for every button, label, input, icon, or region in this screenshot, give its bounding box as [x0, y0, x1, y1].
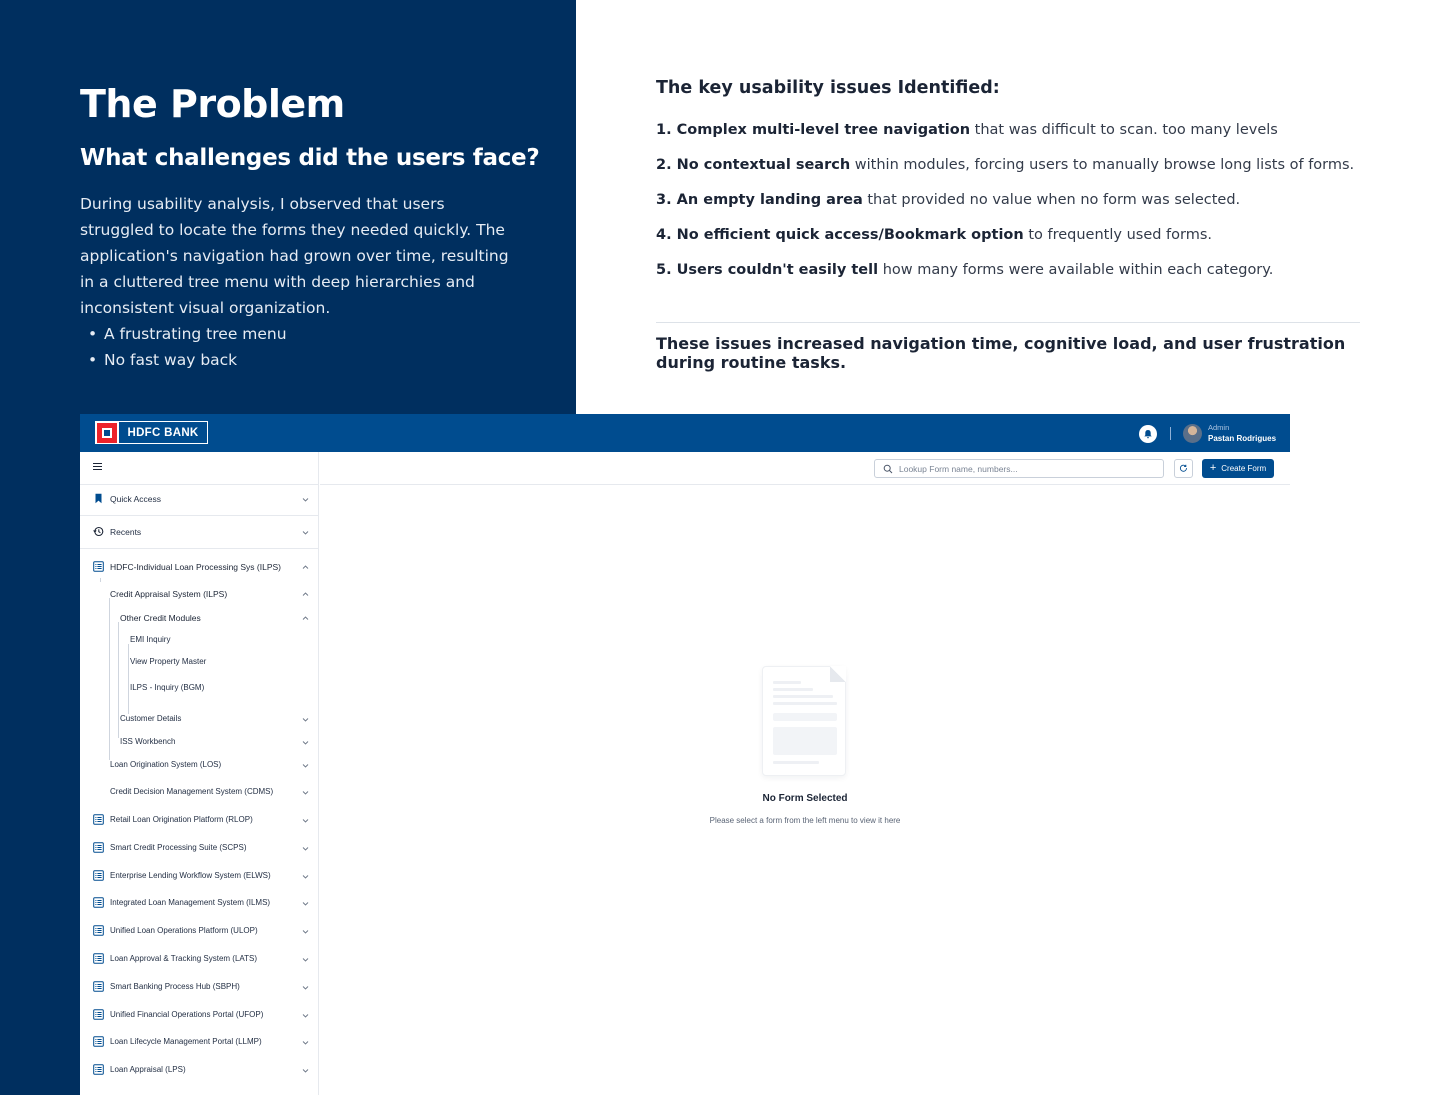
issue-text: that provided no value when no form was selected. [862, 192, 1241, 208]
sidebar-item-los[interactable] [80, 758, 319, 772]
hdfc-logo[interactable] [95, 421, 208, 444]
chevron-up-icon [302, 591, 309, 598]
issue-text: that was difficult to scan. too many levels [970, 122, 1278, 138]
issue-text: within modules, forcing users to manually browse long lists of forms. [850, 157, 1355, 173]
avatar[interactable] [1183, 424, 1202, 443]
app-mockup [80, 414, 1290, 1095]
bullet-item: • A frustrating tree menu [80, 321, 520, 347]
search-input[interactable] [874, 459, 1164, 478]
chevron-down-icon [302, 956, 309, 963]
chevron-down-icon [302, 873, 309, 880]
issue-item [656, 260, 1376, 295]
panel-title: The Problem [80, 82, 345, 126]
sidebar-item-view-property[interactable] [80, 655, 319, 669]
chevron-down-icon [302, 984, 309, 991]
chevron-down-icon [302, 739, 309, 746]
sidebar-item-ilps[interactable] [80, 560, 319, 574]
sidebar-item-ilps-inquiry[interactable] [80, 681, 319, 695]
chevron-up-icon [302, 564, 309, 571]
create-form-button[interactable] [1202, 459, 1274, 478]
sidebar [80, 452, 319, 1095]
sidebar-item-label: Loan Approval & Tracking System (LATS) [110, 954, 258, 963]
logo-text: HDFC BANK [127, 426, 199, 439]
form-list-icon [93, 870, 104, 881]
chevron-down-icon [302, 789, 309, 796]
sidebar-item-system[interactable] [80, 980, 319, 994]
plus-icon: + [1209, 462, 1217, 474]
sidebar-item-label: View Property Master [130, 657, 207, 666]
logo-mark-icon [97, 423, 117, 443]
sidebar-item-label: Recents [110, 527, 142, 537]
sidebar-item-label: Credit Appraisal System (ILPS) [110, 589, 228, 599]
sidebar-item-label: Customer Details [120, 714, 182, 723]
create-form-label: Create Form [1221, 464, 1267, 473]
sidebar-item-label: Unified Loan Operations Platform (ULOP) [110, 926, 258, 936]
user-role: Admin [1208, 423, 1230, 432]
sidebar-item-label: Enterprise Lending Workflow System (ELWS) [110, 870, 271, 880]
sidebar-item-label: Unified Financial Operations Portal (UFOP) [110, 1009, 264, 1019]
form-list-icon [93, 897, 104, 908]
toolbar [320, 452, 1290, 485]
sidebar-item-system[interactable] [80, 1063, 319, 1077]
sidebar-item-system[interactable] [80, 1035, 319, 1049]
issue-highlight: 5. Users couldn't easily tell [656, 262, 879, 278]
issue-item [656, 190, 1376, 225]
form-list-icon [93, 925, 104, 936]
sidebar-item-label: Smart Banking Process Hub (SBPH) [110, 981, 240, 991]
issue-item [656, 155, 1376, 190]
chevron-down-icon [302, 762, 309, 769]
search-placeholder: Lookup Form name, numbers... [899, 463, 1018, 474]
refresh-icon [1179, 464, 1188, 473]
history-icon [93, 526, 104, 537]
issue-item [656, 225, 1376, 260]
issues-list [656, 120, 1376, 295]
empty-state-subtitle: Please select a form from the left menu to view it here [709, 816, 901, 825]
sidebar-item-label: EMI Inquiry [130, 635, 171, 644]
sidebar-item-customer-details[interactable] [80, 712, 319, 726]
sidebar-item-label: ISS Workbench [120, 737, 176, 746]
chevron-down-icon [302, 1039, 309, 1046]
sidebar-item-system[interactable] [80, 896, 319, 910]
sidebar-item-label: ILPS - Inquiry (BGM) [130, 683, 205, 692]
issue-item [656, 120, 1376, 155]
panel-bullet-list [80, 321, 520, 373]
panel-body-text: During usability analysis, I observed that users struggled to locate the forms they needed quickly. The application's navigation had grown over time, resulting in a cluttered tree menu with deep hierarchies and inconsistent visual organization. [80, 195, 509, 317]
form-list-icon [93, 561, 104, 572]
issues-summary: These issues increased navigation time, cognitive load, and user frustration during routine tasks. [656, 334, 1346, 372]
chevron-down-icon [302, 817, 309, 824]
sidebar-item-iss-workbench[interactable] [80, 735, 319, 749]
sidebar-item-quick-access[interactable] [80, 492, 319, 506]
issue-text: how many forms were available within each category. [878, 262, 1274, 278]
form-list-icon [93, 1036, 104, 1047]
chevron-down-icon [302, 1067, 309, 1074]
form-list-icon [93, 1009, 104, 1020]
sidebar-item-label: Loan Origination System (LOS) [110, 760, 222, 769]
sidebar-item-recents[interactable] [80, 525, 319, 539]
sidebar-item-system[interactable] [80, 869, 319, 883]
issues-heading: The key usability issues Identified: [656, 78, 1000, 98]
app-header [80, 414, 1290, 452]
chevron-down-icon [302, 496, 309, 503]
empty-state-title: No Form Selected [762, 793, 848, 804]
sidebar-item-emi-inquiry[interactable] [80, 633, 319, 647]
chevron-down-icon [302, 928, 309, 935]
sidebar-item-label: Integrated Loan Management System (ILMS) [110, 898, 271, 908]
chevron-up-icon [302, 615, 309, 622]
chevron-down-icon [302, 716, 309, 723]
sidebar-item-cdms[interactable] [80, 785, 319, 799]
form-list-icon [93, 981, 104, 992]
sidebar-item-credit-appraisal[interactable] [80, 587, 319, 601]
search-icon [883, 464, 893, 474]
form-list-icon [93, 1064, 104, 1075]
issue-highlight: 4. No efficient quick access/Bookmark option [656, 227, 1024, 243]
header-separator [1170, 427, 1171, 440]
sidebar-item-system[interactable] [80, 841, 319, 855]
hamburger-menu-icon[interactable] [93, 463, 102, 470]
panel-subtitle: What challenges did the users face? [80, 145, 540, 171]
sidebar-item-label: Other Credit Modules [120, 613, 201, 623]
form-list-icon [93, 842, 104, 853]
divider [656, 322, 1360, 323]
bullet-item: • No fast way back [80, 347, 520, 373]
chevron-down-icon [302, 529, 309, 536]
issue-highlight: 3. An empty landing area [656, 192, 863, 208]
chevron-down-icon [302, 845, 309, 852]
sidebar-item-label: Quick Access [110, 494, 162, 504]
sidebar-item-system[interactable] [80, 952, 319, 966]
sidebar-item-other-credit-modules[interactable] [80, 611, 319, 625]
sidebar-item-label: Loan Lifecycle Management Portal (LLMP) [110, 1037, 262, 1047]
refresh-button[interactable] [1174, 459, 1193, 478]
sidebar-item-system[interactable] [80, 1008, 319, 1022]
sidebar-item-label: Credit Decision Management System (CDMS) [110, 787, 274, 796]
sidebar-item-system[interactable] [80, 924, 319, 938]
empty-state-illustration [762, 666, 846, 776]
bookmark-icon [93, 493, 104, 504]
sidebar-item-label: Loan Appraisal (LPS) [110, 1065, 186, 1075]
issue-highlight: 1. Complex multi-level tree navigation [656, 122, 971, 138]
notification-bell-icon[interactable] [1139, 425, 1157, 443]
sidebar-item-label: Retail Loan Origination Platform (RLOP) [110, 815, 253, 824]
user-name[interactable]: Pastan Rodrigues [1208, 434, 1277, 443]
sidebar-item-label: Smart Credit Processing Suite (SCPS) [110, 842, 247, 852]
chevron-down-icon [302, 900, 309, 907]
form-list-icon [93, 953, 104, 964]
chevron-down-icon [302, 1012, 309, 1019]
sidebar-item-system[interactable] [80, 813, 319, 827]
form-list-icon [93, 814, 104, 825]
sidebar-item-label: HDFC-Individual Loan Processing Sys (ILPS) [110, 562, 282, 572]
issue-highlight: 2. No contextual search [656, 157, 851, 173]
issue-text: to frequently used forms. [1023, 227, 1213, 243]
